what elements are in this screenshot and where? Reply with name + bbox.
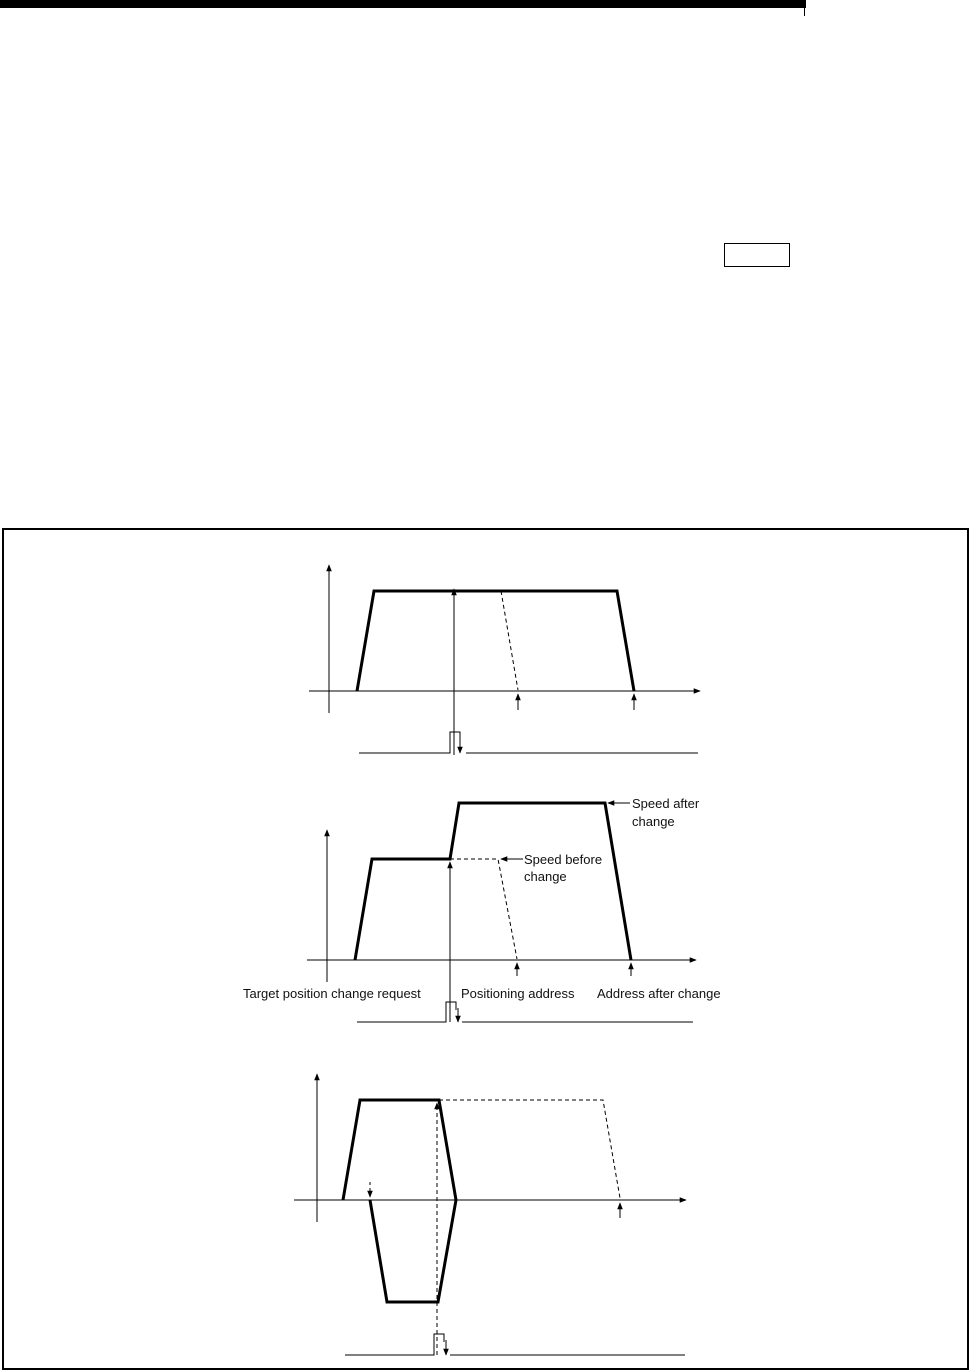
panel-1 — [309, 565, 700, 755]
panel-2-speed-profile — [355, 803, 631, 960]
label-speed-after-1: Speed after — [632, 796, 700, 811]
panel-2-speed-before-dashed — [450, 859, 517, 959]
label-speed-after-2: change — [632, 814, 675, 829]
panel-3-original-dashed — [439, 1100, 620, 1198]
label-positioning-address: Positioning address — [461, 986, 575, 1001]
label-speed-before-1: Speed before — [524, 852, 603, 867]
label-address-after-change: Address after change — [597, 986, 721, 1001]
panel-1-request-signal — [359, 732, 460, 753]
panel-2 — [243, 796, 721, 1022]
panel-1-speed-profile — [357, 591, 634, 691]
panel-3-request-signal — [345, 1334, 444, 1355]
panel-3-forward-profile — [343, 1100, 456, 1200]
panel-3-reverse-profile — [370, 1200, 456, 1302]
label-speed-before-2: change — [524, 869, 567, 884]
panel-2-request-signal — [357, 1002, 456, 1022]
label-target-change-request: Target position change request — [243, 986, 421, 1001]
panel-1-original-decel — [501, 591, 518, 690]
panel-3 — [294, 1074, 686, 1355]
